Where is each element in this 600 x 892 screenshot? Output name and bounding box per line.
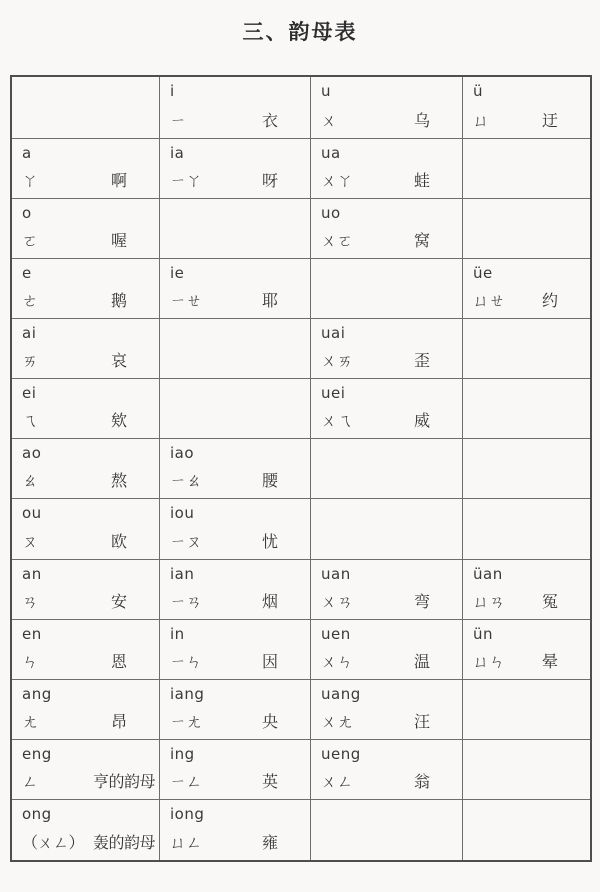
table-cell <box>463 680 590 740</box>
zhuyin-label: ㄩㄝ <box>473 291 506 311</box>
table-cell <box>160 439 311 499</box>
zhuyin-label: ㄧㄠ <box>170 471 203 491</box>
pinyin-label: ei <box>22 384 37 403</box>
pinyin-label: e <box>22 264 32 283</box>
table-cell <box>160 800 311 860</box>
zhuyin-label: ㄧㄣ <box>170 651 203 671</box>
pinyin-label: iao <box>170 444 195 463</box>
table-cell <box>12 740 160 800</box>
table-cell <box>160 499 311 559</box>
pinyin-label: ün <box>473 624 494 643</box>
table-cell <box>463 199 590 259</box>
example-char: 昂 <box>110 711 127 731</box>
syllable-line <box>22 228 157 251</box>
syllable-line <box>170 769 308 792</box>
table-cell <box>463 379 590 439</box>
zhuyin-label: ㄨㄛ <box>321 231 354 251</box>
pinyin-label: a <box>22 144 32 162</box>
example-char: 鹅 <box>110 291 127 311</box>
pinyin-label: ia <box>170 144 185 162</box>
zhuyin-label: ㄨ <box>321 111 338 130</box>
table-cell <box>12 560 160 620</box>
pinyin-label: ing <box>170 744 195 763</box>
pinyin-label: ong <box>22 804 52 823</box>
pinyin-label: üan <box>473 564 503 583</box>
table-cell <box>12 800 160 860</box>
syllable-line <box>22 468 157 491</box>
example-char: 熬 <box>110 471 127 491</box>
zhuyin-label: ㄧㄝ <box>170 291 203 311</box>
syllable-line <box>22 348 157 371</box>
zhuyin-label: ㄟ <box>22 411 39 431</box>
syllable-line <box>22 709 157 732</box>
zhuyin-label: ㄞ <box>22 351 39 371</box>
syllable-line <box>170 529 308 552</box>
example-char: 汪 <box>413 711 430 731</box>
zhuyin-label: ㄨㄞ <box>321 351 354 371</box>
zhuyin-label: ㄜ <box>22 291 39 311</box>
pinyin-label: ai <box>22 324 37 343</box>
example-char: 蛙 <box>413 171 430 191</box>
syllable-line <box>321 709 460 732</box>
example-char: 威 <box>413 411 430 431</box>
table-cell <box>311 379 463 439</box>
table-cell <box>160 199 311 259</box>
pinyin-label: u <box>321 82 332 100</box>
example-char: 喔 <box>110 231 127 251</box>
table-cell <box>12 259 160 319</box>
table-cell <box>12 319 160 379</box>
syllable-line <box>321 108 460 131</box>
zhuyin-label: ㄧ <box>170 111 187 130</box>
table-cell <box>463 499 590 559</box>
example-char: 哀 <box>110 351 127 371</box>
example-char: 约 <box>541 291 558 311</box>
example-char: 冤 <box>541 591 558 611</box>
table-cell <box>311 259 463 319</box>
pinyin-label: ueng <box>321 744 361 763</box>
table-cell <box>311 740 463 800</box>
syllable-line <box>22 649 157 672</box>
table-cell <box>463 439 590 499</box>
syllable-line <box>22 589 157 612</box>
example-char: 乌 <box>413 111 430 130</box>
pinyin-label: iou <box>170 504 195 523</box>
zhuyin-label: ㄣ <box>22 651 39 671</box>
header-cell <box>463 77 590 139</box>
syllable-line <box>321 589 460 612</box>
zhuyin-label: （ㄨㄥ） <box>22 832 85 852</box>
pinyin-label: i <box>170 82 175 100</box>
pinyin-label: ao <box>22 444 42 463</box>
syllable-line <box>22 830 157 853</box>
table-cell <box>160 620 311 680</box>
example-char: 忧 <box>261 531 278 551</box>
zhuyin-label: ㄨㄥ <box>321 771 354 791</box>
example-char: 晕 <box>541 651 558 671</box>
example-char: 腰 <box>261 471 278 491</box>
pinyin-label: uan <box>321 564 351 583</box>
example-char: 欸 <box>110 411 127 431</box>
table-cell <box>463 139 590 199</box>
pinyin-label: ü <box>473 82 484 100</box>
zhuyin-label: ㄢ <box>22 591 39 611</box>
zhuyin-label: ㄠ <box>22 471 39 491</box>
example-char: 温 <box>413 651 430 671</box>
table-cell <box>12 499 160 559</box>
example-char: 安 <box>110 591 127 611</box>
table-cell <box>12 680 160 740</box>
zhuyin-label: ㄧㄥ <box>170 771 203 791</box>
zhuyin-label: ㄨㄚ <box>321 171 354 191</box>
example-char: 欧 <box>110 531 127 551</box>
syllable-line <box>22 288 157 311</box>
example-char: 亨的韵母 <box>92 771 155 791</box>
zhuyin-label: ㄤ <box>22 711 39 731</box>
syllable-line <box>22 529 157 552</box>
zhuyin-label: ㄧㄡ <box>170 531 203 551</box>
syllable-line <box>170 168 308 191</box>
example-char: 弯 <box>413 591 430 611</box>
example-char: 因 <box>261 651 278 671</box>
table-cell <box>463 259 590 319</box>
zhuyin-label: ㄧㄤ <box>170 711 203 731</box>
zhuyin-label: ㄩㄢ <box>473 591 506 611</box>
syllable-line <box>473 108 588 131</box>
zhuyin-label: ㄡ <box>22 531 39 551</box>
syllable-line <box>22 408 157 431</box>
syllable-line <box>170 468 308 491</box>
pinyin-label: iong <box>170 804 205 823</box>
table-cell <box>160 560 311 620</box>
pinyin-label: üe <box>473 264 493 283</box>
table-cell <box>160 319 311 379</box>
table-cell <box>160 259 311 319</box>
table-cell <box>160 379 311 439</box>
table-cell <box>463 740 590 800</box>
table-cell <box>463 800 590 860</box>
syllable-line <box>321 408 460 431</box>
syllable-line <box>170 589 308 612</box>
example-char: 英 <box>261 771 278 791</box>
syllable-line <box>22 769 157 792</box>
table-cell <box>311 199 463 259</box>
table-cell <box>311 800 463 860</box>
pinyin-label: uei <box>321 384 346 403</box>
syllable-line <box>321 348 460 371</box>
syllable-line <box>321 649 460 672</box>
page-title: 三、韵母表 <box>242 20 358 44</box>
syllable-line <box>170 108 308 131</box>
pinyin-label: eng <box>22 744 52 763</box>
table-cell <box>311 499 463 559</box>
syllable-line <box>321 769 460 792</box>
pinyin-label: in <box>170 624 185 643</box>
example-char: 歪 <box>413 351 430 371</box>
syllable-line <box>170 830 308 853</box>
table-cell <box>311 439 463 499</box>
table-cell <box>160 680 311 740</box>
example-char: 耶 <box>261 291 278 311</box>
example-char: 翁 <box>413 771 430 791</box>
pinyin-label: uai <box>321 324 346 343</box>
zhuyin-label: ㄩ <box>473 111 490 130</box>
table-cell <box>463 319 590 379</box>
example-char: 啊 <box>110 171 127 191</box>
table-cell <box>463 620 590 680</box>
syllable-line <box>473 288 588 311</box>
header-cell <box>160 77 311 139</box>
pinyin-label: an <box>22 564 42 583</box>
zhuyin-label: ㄨㄤ <box>321 711 354 731</box>
zhuyin-label: ㄨㄣ <box>321 651 354 671</box>
zhuyin-label: ㄚ <box>22 171 39 191</box>
example-char: 呀 <box>261 171 278 191</box>
pinyin-label: iang <box>170 684 205 703</box>
example-char: 迂 <box>541 111 558 130</box>
table-cell <box>160 139 311 199</box>
zhuyin-label: ㄥ <box>22 771 38 791</box>
syllable-line <box>473 649 588 672</box>
example-char: 轰的韵母 <box>92 832 155 852</box>
table-cell <box>12 620 160 680</box>
syllable-line <box>170 649 308 672</box>
pinyin-label: ian <box>170 564 195 583</box>
table-cell <box>12 199 160 259</box>
pinyin-label: ou <box>22 504 42 523</box>
zhuyin-label: ㄧㄚ <box>170 171 203 191</box>
table-cell <box>311 319 463 379</box>
zhuyin-label: ㄨㄟ <box>321 411 354 431</box>
syllable-line <box>473 589 588 612</box>
pinyin-label: uang <box>321 684 361 703</box>
table-cell <box>311 560 463 620</box>
syllable-line <box>321 228 460 251</box>
table-cell <box>12 139 160 199</box>
pinyin-label: en <box>22 624 42 643</box>
zhuyin-label: ㄛ <box>22 231 39 251</box>
table-cell <box>311 680 463 740</box>
pinyin-label: ang <box>22 684 52 703</box>
table-cell <box>311 620 463 680</box>
syllable-line <box>22 168 157 191</box>
example-char: 恩 <box>110 651 127 671</box>
zhuyin-label: ㄧㄢ <box>170 591 203 611</box>
pinyin-label: uen <box>321 624 351 643</box>
example-char: 衣 <box>261 111 278 130</box>
syllable-line <box>170 709 308 732</box>
table-cell <box>160 740 311 800</box>
header-cell <box>311 77 463 139</box>
syllable-line <box>321 168 460 191</box>
finals-table <box>10 75 592 862</box>
pinyin-label: o <box>22 204 32 223</box>
example-char: 窝 <box>413 231 430 251</box>
example-char: 烟 <box>261 591 278 611</box>
zhuyin-label: ㄩㄣ <box>473 651 506 671</box>
syllable-line <box>170 288 308 311</box>
example-char: 雍 <box>261 832 278 852</box>
table-cell <box>463 560 590 620</box>
example-char: 央 <box>261 711 278 731</box>
pinyin-label: ie <box>170 264 185 283</box>
table-cell <box>12 379 160 439</box>
header-cell <box>12 77 160 139</box>
table-cell <box>12 439 160 499</box>
zhuyin-label: ㄨㄢ <box>321 591 354 611</box>
table-cell <box>311 139 463 199</box>
pinyin-label: uo <box>321 204 341 223</box>
pinyin-label: ua <box>321 144 341 162</box>
zhuyin-label: ㄩㄥ <box>170 832 203 852</box>
